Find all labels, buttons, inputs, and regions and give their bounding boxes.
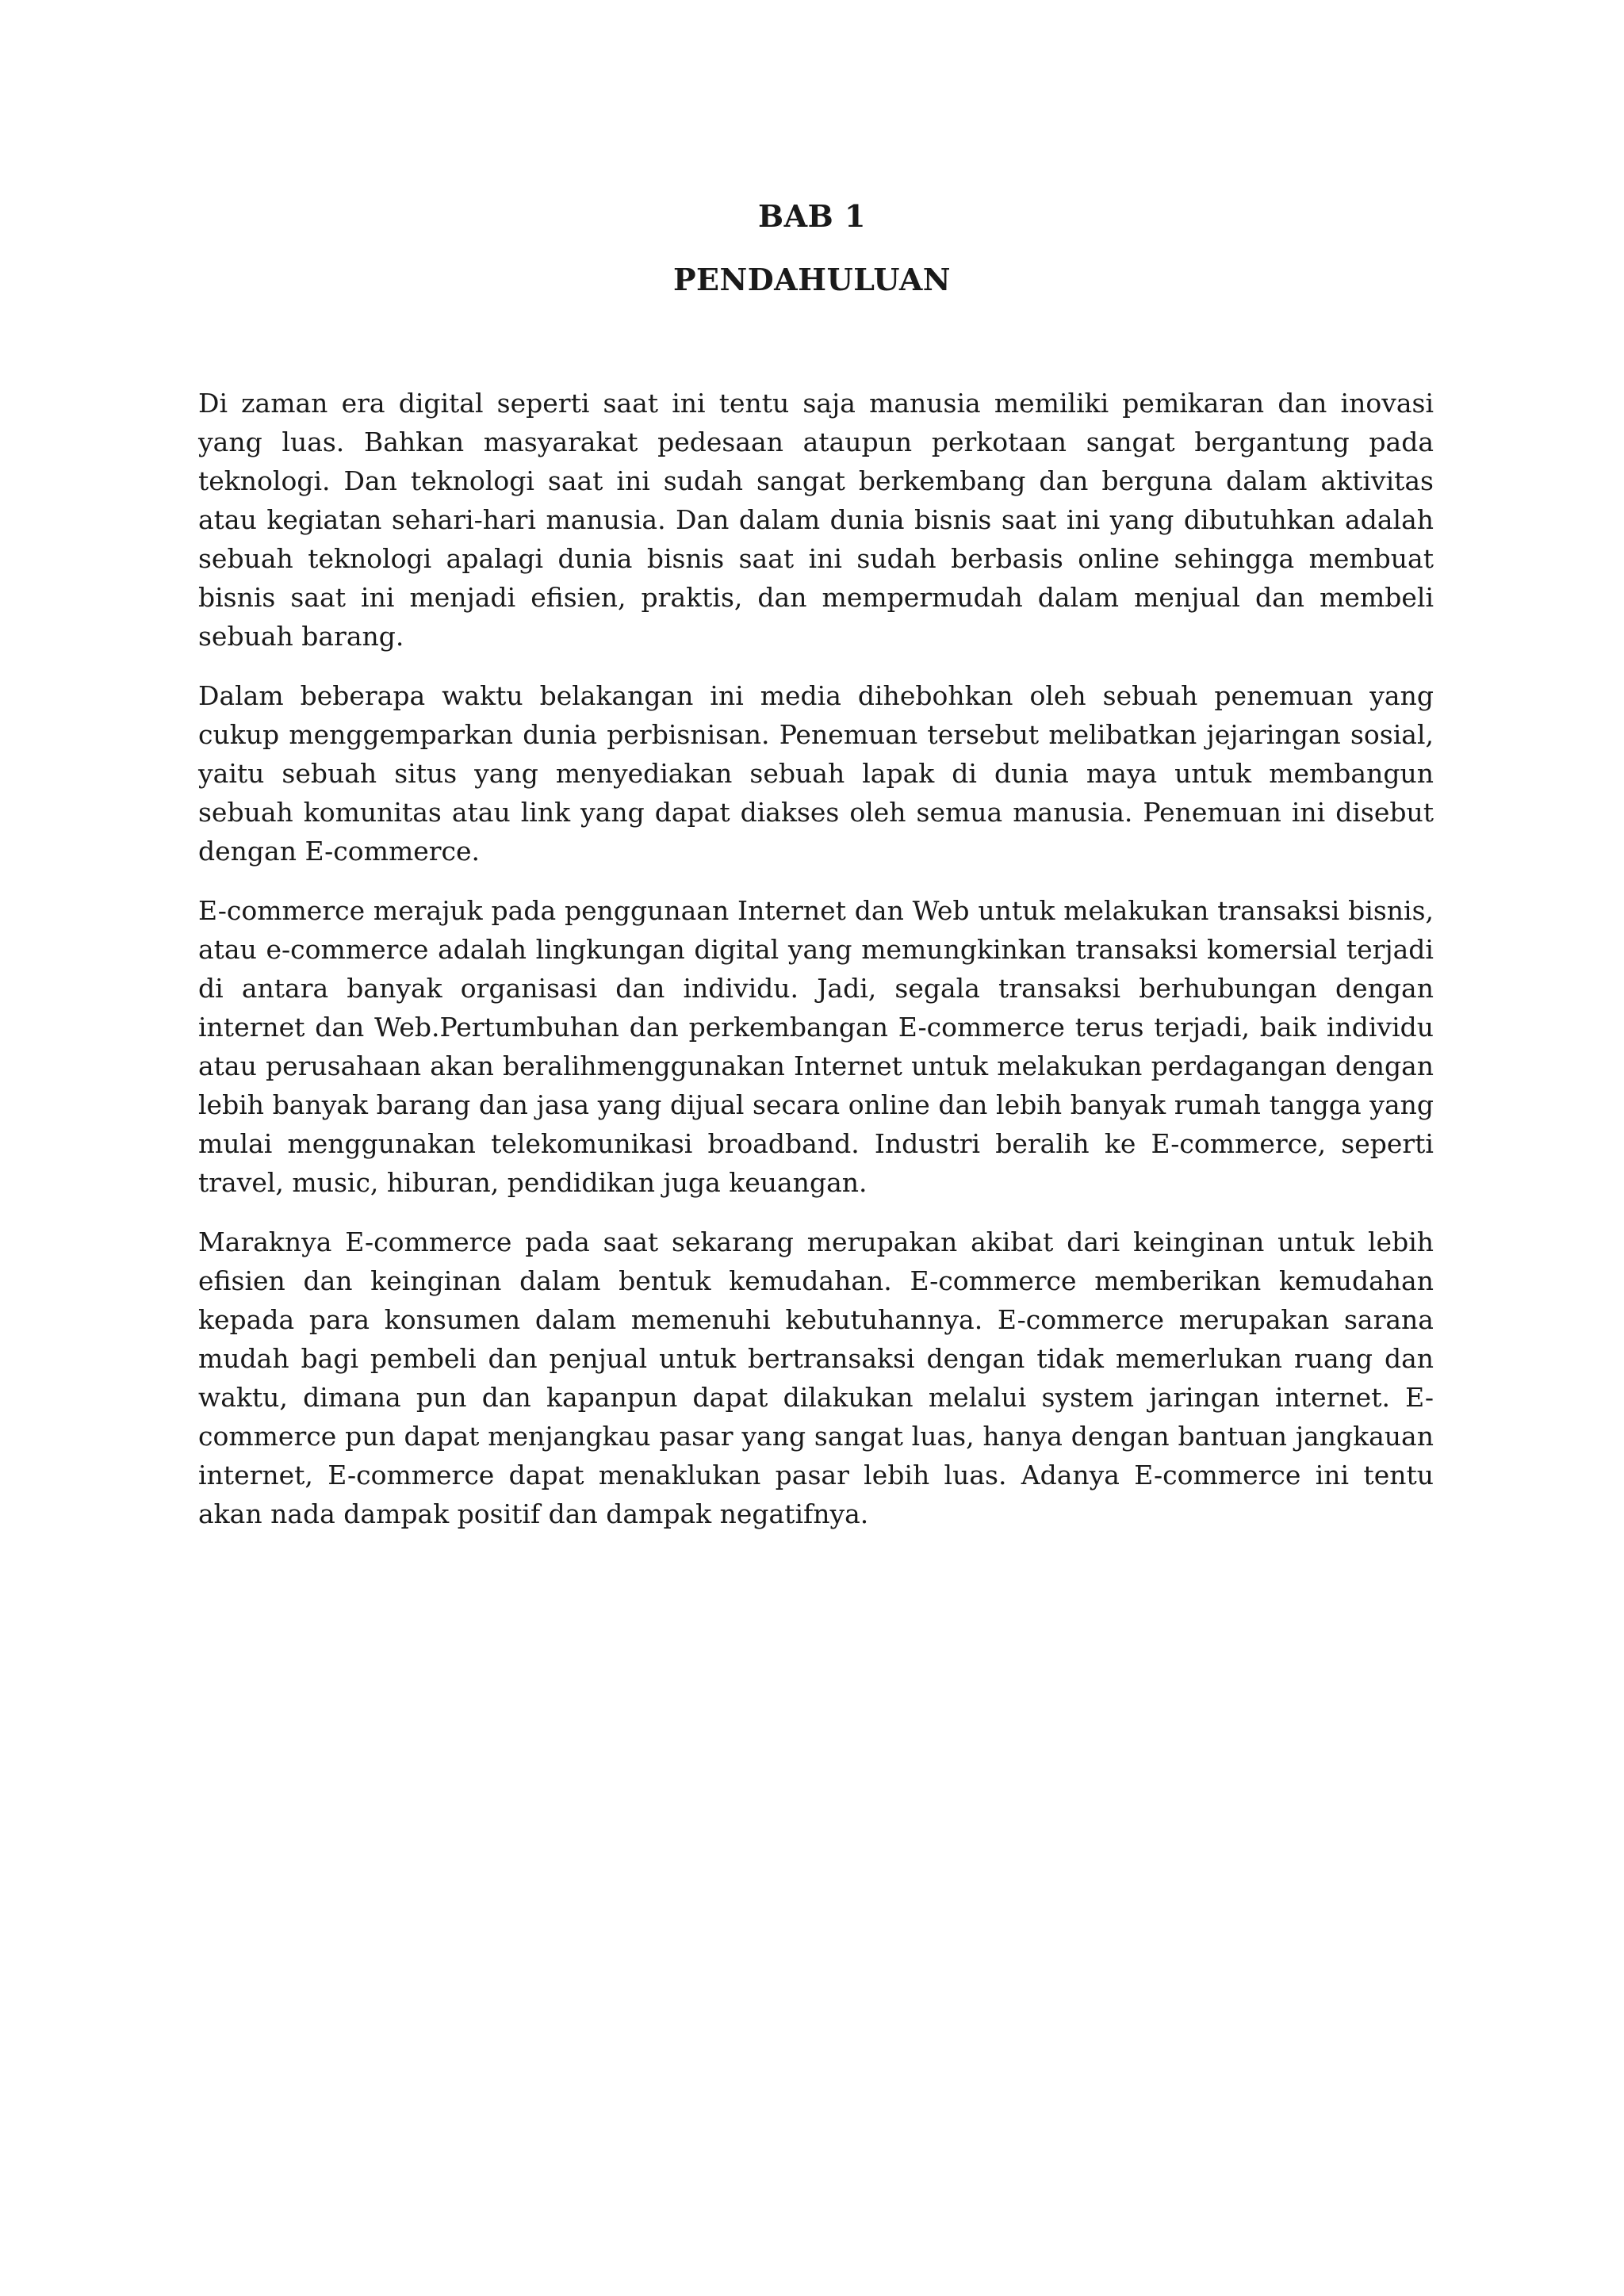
paragraph-4: Maraknya E-commerce pada saat sekarang merupakan akibat dari keinginan untuk lebih efisien dan keinginan dalam bentuk kemudahan. E-commerce memberikan kemudahan kepada para konsumen dalam memenuhi kebutuhannya. E-commerce merupakan sarana mudah bagi pembeli dan penjual untuk bertransaksi dengan tidak memerlukan ruang dan waktu, dimana pun dan kapanpun dapat dilakukan melalui system jaringan internet. E-commerce pun dapat menjangkau pasar yang sangat luas, hanya dengan bantuan jangkauan internet, E-commerce dapat menaklukan pasar lebih luas. Adanya E-commerce ini tentu akan nada dampak positif dan dampak negatifnya. bbox=[198, 1226, 1434, 1529]
body-text bbox=[198, 384, 1434, 1554]
chapter-title: PENDAHULUAN bbox=[672, 262, 952, 297]
chapter-number: BAB 1 bbox=[758, 198, 866, 234]
paragraph-3: E-commerce merajuk pada penggunaan Internet dan Web untuk melakukan transaksi bisnis, atau e-commerce adalah lingkungan digital yang memungkinkan transaksi komersial terjadi di antara banyak organisasi dan individu. Jadi, segala transaksi berhubungan dengan internet dan Web.Pertumbuhan dan perkembangan E-commerce terus terjadi, baik individu atau perusahaan akan beralihmenggunakan Internet untuk melakukan perdagangan dengan lebih banyak barang dan jasa yang dijual secara online dan lebih banyak rumah tangga yang mulai menggunakan telekomunikasi broadband. Industri beralih ke E-commerce, seperti travel, music, hiburan, pendidikan juga keuangan. bbox=[198, 895, 1434, 1198]
paragraph-1: Di zaman era digital seperti saat ini tentu saja manusia memiliki pemikaran dan inovasi yang luas. Bahkan masyarakat pedesaan ataupun perkotaan sangat bergantung pada teknologi. Dan teknologi saat ini sudah sangat berkembang dan berguna dalam aktivitas atau kegiatan sehari-hari manusia. Dan dalam dunia bisnis saat ini yang dibutuhkan adalah sebuah teknologi apalagi dunia bisnis saat ini sudah berbasis online sehingga membuat bisnis saat ini menjadi efisien, praktis, dan mempermudah dalam menjual dan membeli sebuah barang. bbox=[198, 388, 1434, 652]
paragraph-2: Dalam beberapa waktu belakangan ini media dihebohkan oleh sebuah penemuan yang cukup menggemparkan dunia perbisnisan. Penemuan tersebut melibatkan jejaringan sosial, yaitu sebuah situs yang menyediakan sebuah lapak di dunia maya untuk membangun sebuah komunitas atau link yang dapat diakses oleh semua manusia. Penemuan ini disebut dengan E-commerce. bbox=[198, 680, 1434, 867]
